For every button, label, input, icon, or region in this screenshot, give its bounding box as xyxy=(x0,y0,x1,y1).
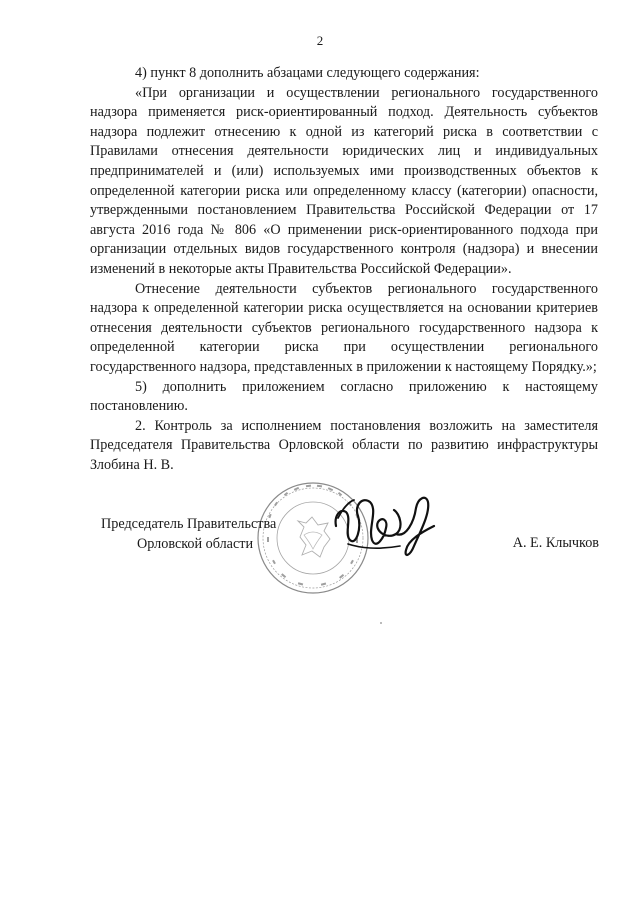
handwritten-signature xyxy=(330,488,445,564)
paragraph-quote-risk-approach: «При организации и осуществлении регионального государственного надзора применяется риск-ориентированный подход. Деятельность субъектов надзора подлежит отнесению к одной из категорий риска в соответствии с Правилами отнесения деятельности юридических лиц и индивидуальных предпринимателей и (или) используемых ими производственных объектов к определенной категории риска или определенному классу (категории) опасности, утвержденными постановлением Правительства Российской Федерации от 17 августа 2016 года № 806 «О применении риск-ориентированного подхода при организации отдельных видов государственного контроля (надзора) и внесении изменений в некоторые акты Правительства Российской Федерации». xyxy=(90,84,598,277)
paragraph-item-4: 4) пункт 8 дополнить абзацами следующего содержания: xyxy=(135,65,480,81)
signatory-position xyxy=(101,515,276,554)
paragraph-risk-category: Отнесение деятельности субъектов регионального государственного надзора к определенной категории риска осуществляется на основании критериев отнесения деятельности субъектов регионального государственного надзора к определенной категории риска при осуществлении регионального государственного надзора, представленных в приложении к настоящему Порядку.»; xyxy=(90,280,598,375)
page-number: 2 xyxy=(316,33,324,48)
paragraph-item-5: 5) дополнить приложением согласно приложению к настоящему постановлению. xyxy=(90,378,598,415)
document-body xyxy=(90,64,598,475)
signatory-position-line-1: Председатель Правительства xyxy=(101,516,277,532)
paragraph-control: 2. Контроль за исполнением постановления возложить на заместителя Председателя Правительства Орловской области по развитию инфраструктуры Злобина Н. В. xyxy=(90,417,598,473)
scan-speck xyxy=(380,622,382,624)
signatory-position-line-2: Орловской области xyxy=(137,535,254,552)
signer-name: А. Е. Клычков xyxy=(512,535,599,551)
